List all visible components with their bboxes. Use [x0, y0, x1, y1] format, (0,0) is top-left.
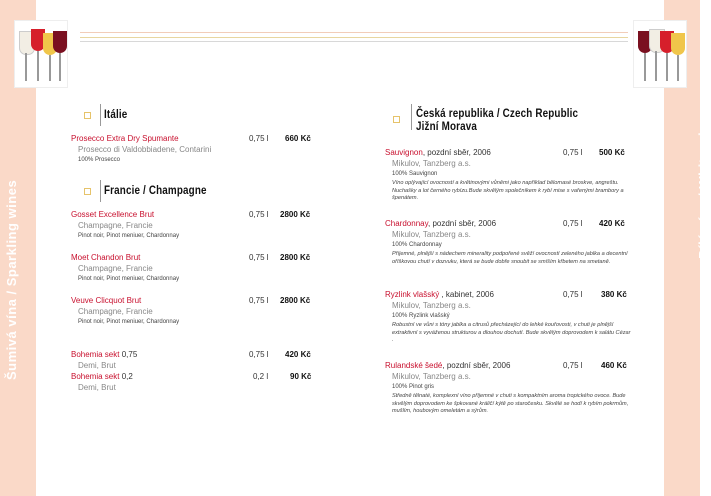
wine-glasses-image-right: [633, 20, 687, 88]
wine-volume: 0,75 l: [563, 361, 583, 370]
wine-name: Prosecco Extra Dry Spumante: [71, 134, 179, 143]
title-divider: [100, 104, 101, 126]
wine-volume: 0,75 l: [249, 210, 269, 219]
header-line: [80, 41, 628, 42]
wine-name: Bohemia sekt: [71, 372, 120, 381]
wine-volume: 0,75 l: [249, 134, 269, 143]
title-bullet: [393, 116, 400, 123]
wine-grape: Pinot noir, Pinot meniuer, Chardonnay: [78, 319, 180, 325]
wine-origin: Champagne, Francie: [78, 264, 153, 273]
wine-grape: Pinot noir, Pinot meniuer, Chardonnay: [78, 233, 180, 239]
wine-origin: Mikulov, Tanzberg a.s.: [392, 372, 471, 381]
wine-price: 420 Kč: [599, 219, 625, 228]
wine-name: Gosset Excellence Brut: [71, 210, 155, 219]
wine-grape: Pinot noir, Pinot meniuer, Chardonnay: [78, 276, 180, 282]
wine-price: 500 Kč: [599, 148, 625, 157]
wine-name: Veuve Clicquot Brut: [71, 296, 142, 305]
wine-detail: , kabinet, 2006: [439, 290, 494, 299]
wine-origin: Champagne, Francie: [78, 221, 153, 230]
wine-size: 0,75: [121, 350, 138, 359]
section-title-francie: Francie / Champagne: [104, 183, 207, 197]
wine-description: Víno oplývající ovocností a květinovými vůněmi jako například bělomasé broskve, angreštu. Nuchašky a lot černého rybízu.Bude skvělým společníkem k rybí mise s vařenými brambory a špenátem.: [392, 180, 624, 201]
wine-name: Moet Chandon Brut: [71, 253, 141, 262]
wine-price: 420 Kč: [285, 350, 311, 359]
wine-detail: , pozdní sběr, 2006: [442, 361, 511, 370]
header-line: [80, 37, 628, 38]
wine-name: Sauvignon: [385, 148, 423, 157]
wine-volume: 0,75 l: [563, 290, 583, 299]
wine-glasses-image-left: [14, 20, 68, 88]
section-subtitle-moravia: Jižní Morava: [416, 119, 478, 133]
wine-price: 2800 Kč: [280, 210, 311, 219]
wine-price: 660 Kč: [285, 134, 311, 143]
right-sidebar-title: Bílá vína / White wines: [696, 108, 711, 259]
wine-detail: , pozdní sběr, 2006: [428, 219, 497, 228]
wine-price: 90 Kč: [290, 372, 312, 381]
wine-origin: Mikulov, Tanzberg a.s.: [392, 230, 471, 239]
wine-size: 0,2: [121, 372, 133, 381]
section-title-italie: Itálie: [104, 107, 128, 121]
wine-grape: 100% Ryzlink vlašský: [392, 313, 450, 319]
wine-name: Bohemia sekt: [71, 350, 120, 359]
title-divider: [100, 180, 101, 202]
wine-price: 2800 Kč: [280, 296, 311, 305]
wine-grape: 100% Prosecco: [78, 157, 121, 163]
section-title-czech: Česká republika / Czech Republic: [416, 106, 579, 120]
left-sidebar-title: Šumivá vína / Sparkling wines: [4, 179, 19, 380]
wine-origin: Champagne, Francie: [78, 307, 153, 316]
title-bullet: [84, 188, 91, 195]
wine-name-row: [71, 372, 133, 382]
wine-origin: Demi, Brut: [78, 361, 116, 370]
title-divider: [411, 104, 412, 130]
wine-name-row: [385, 361, 510, 371]
wine-name-row: [385, 219, 496, 229]
wine-volume: 0,75 l: [563, 219, 583, 228]
wine-detail: , pozdní sběr, 2006: [422, 148, 491, 157]
header-line: [80, 32, 628, 33]
wine-price: 460 Kč: [601, 361, 627, 370]
wine-name-row: [385, 290, 494, 300]
wine-name: Rulandské šedé: [385, 361, 443, 370]
wine-name-row: [385, 148, 491, 158]
wine-volume: 0,75 l: [249, 296, 269, 305]
wine-origin: Demi, Brut: [78, 383, 116, 392]
wine-volume: 0,75 l: [249, 350, 269, 359]
wine-origin: Mikulov, Tanzberg a.s.: [392, 159, 471, 168]
wine-origin: Mikulov, Tanzberg a.s.: [392, 301, 471, 310]
wine-price: 380 Kč: [601, 290, 627, 299]
wine-description: Příjemné, plnější s nádechem minerality podpořené svěží ovocností zeleného jablka a decentní oříškovou chutí v dozvuku, která se bude dobře snoubit se smíším křbetem na smetaně.: [392, 251, 628, 265]
wine-volume: 0,75 l: [249, 253, 269, 262]
wine-name-row: [71, 350, 137, 360]
wine-grape: 100% Chardonnay: [392, 242, 442, 248]
wine-price: 2800 Kč: [280, 253, 311, 262]
title-bullet: [84, 112, 91, 119]
wine-name: Chardonnay: [385, 219, 428, 228]
wine-volume: 0,2 l: [253, 372, 269, 381]
wine-name: Ryzlink vlašský: [385, 290, 440, 299]
wine-volume: 0,75 l: [563, 148, 583, 157]
wine-grape: 100% Sauvignon: [392, 171, 438, 177]
wine-description: Robustní ve vůni s tóny jablka a citrusů přecházející do lehké kouřovosti, v chuti je plnější extraktivní s vyváženou strukturou a dlouhou dochutí. Bude skvělým doprovodem k salátu Cézar .: [392, 322, 631, 343]
wine-description: Středně tělnaté, komplexní víno příjemné v chuti s kompaktním aroma tropického ovoce. Bude skvělým doprovodem ke špkované králičí kýtě po staročesku. Skvělé se hodí k rybím pokrmům, mušlím, houbovým omeletám a sýrům.: [392, 393, 629, 414]
wine-grape: 100% Pinot gris: [392, 384, 435, 390]
wine-origin: Prosecco di Valdobbiadene, Contarini: [78, 145, 212, 154]
